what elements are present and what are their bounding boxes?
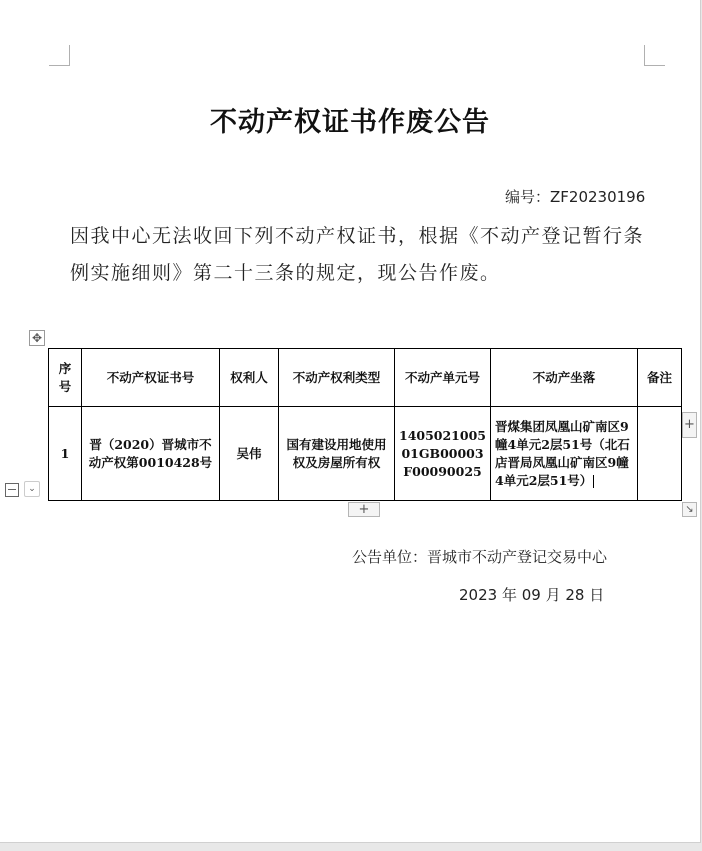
table-resize-handle-icon[interactable]: ↘ [682, 502, 697, 517]
chevron-down-icon: ⌄ [24, 481, 40, 497]
issuer-line[interactable]: 公告单位：晋城市不动产登记交易中心 [352, 548, 608, 566]
document-number[interactable]: 编号：ZF20230196 [505, 188, 646, 206]
certificate-table[interactable] [48, 348, 682, 501]
cell-note[interactable] [638, 407, 682, 501]
intro-paragraph[interactable]: 因我中心无法收回下列不动产权证书，根据《不动产登记暂行条例实施细则》第二十三条的规定，现公告作废。 [70, 225, 645, 284]
row-tool-button[interactable] [5, 480, 41, 498]
header-location[interactable]: 不动产坐落 [491, 349, 638, 407]
header-owner[interactable]: 权利人 [220, 349, 279, 407]
table-row [49, 407, 682, 501]
text-caret [593, 475, 594, 488]
cell-unit-no[interactable]: 140502100501GB00003F00090025 [395, 407, 491, 501]
add-column-button[interactable]: + [682, 412, 697, 438]
header-cert-no[interactable]: 不动产权证书号 [82, 349, 220, 407]
header-right-type[interactable]: 不动产权利类型 [279, 349, 395, 407]
issue-date[interactable]: 2023 年 09 月 28 日 [459, 586, 605, 604]
header-seq[interactable]: 序号 [49, 349, 82, 407]
header-unit-no[interactable]: 不动产单元号 [395, 349, 491, 407]
row-layout-icon [5, 483, 19, 497]
cell-cert-no[interactable]: 晋（2020）晋城市不动产权第0010428号 [82, 407, 220, 501]
cell-seq[interactable]: 1 [49, 407, 82, 501]
margin-corner-top-left [49, 45, 70, 66]
add-row-button[interactable]: + [348, 502, 380, 517]
cell-owner[interactable]: 吴伟 [220, 407, 279, 501]
table-move-handle-icon[interactable]: ✥ [29, 330, 45, 346]
cell-location-text: 晋煤集团凤凰山矿南区9幢4单元2层51号（北石店晋局凤凰山矿南区9幢4单元2层51号） [495, 418, 630, 488]
header-note[interactable]: 备注 [638, 349, 682, 407]
cell-location[interactable] [491, 407, 638, 501]
cell-right-type[interactable]: 国有建设用地使用权及房屋所有权 [279, 407, 395, 501]
table-header-row [49, 349, 682, 407]
document-title[interactable]: 不动产权证书作废公告 [210, 107, 490, 138]
margin-corner-top-right [644, 45, 665, 66]
